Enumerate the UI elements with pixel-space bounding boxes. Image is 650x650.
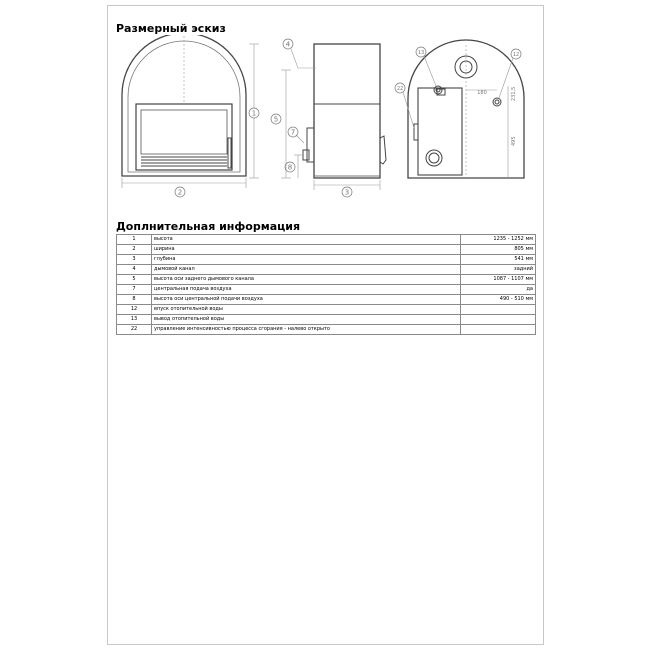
cell-desc: ширина: [152, 245, 461, 255]
cell-desc: вывод отопительной воды: [152, 315, 461, 325]
cell-desc: управление интенсивностью процесса сгорания - налево открыто: [152, 325, 461, 335]
cell-num: 7: [117, 285, 152, 295]
dimension-drawing: [107, 35, 544, 205]
cell-val: 1235 - 1252 мм: [461, 235, 536, 245]
cell-num: 12: [117, 305, 152, 315]
dim-231-5: 231,5: [511, 86, 517, 101]
label-22: 22: [396, 85, 404, 92]
table-row: [117, 275, 536, 285]
sketch-heading: Размерный эскиз: [116, 22, 226, 35]
cell-num: 4: [117, 265, 152, 275]
cell-desc: высота оси центральной подачи воздуха: [152, 295, 461, 305]
cell-num: 2: [117, 245, 152, 255]
table-row: [117, 315, 536, 325]
cell-desc: высота: [152, 235, 461, 245]
label-13: 13: [417, 49, 425, 56]
table-row: [117, 305, 536, 315]
label-7: 7: [290, 128, 296, 137]
rear-view: [395, 40, 524, 178]
cell-desc: впуск отопительной воды: [152, 305, 461, 315]
label-2: 2: [177, 188, 183, 197]
dim-180: 180: [477, 90, 487, 96]
label-1: 1: [251, 109, 257, 118]
label-4: 4: [285, 40, 291, 49]
table-row: [117, 285, 536, 295]
cell-num: 5: [117, 275, 152, 285]
label-8: 8: [287, 163, 293, 172]
cell-desc: глубина: [152, 255, 461, 265]
cell-val: [461, 305, 536, 315]
table-row: [117, 245, 536, 255]
table-row: [117, 325, 536, 335]
cell-val: 490 - 510 мм: [461, 295, 536, 305]
cell-val: 1087 - 1107 мм: [461, 275, 536, 285]
cell-num: 1: [117, 235, 152, 245]
label-3: 3: [344, 188, 350, 197]
cell-val: задний: [461, 265, 536, 275]
cell-val: [461, 325, 536, 335]
label-12: 12: [512, 51, 520, 58]
table-row: [117, 295, 536, 305]
side-view: [271, 39, 386, 197]
front-view: [122, 35, 259, 197]
cell-num: 3: [117, 255, 152, 265]
cell-val: 805 мм: [461, 245, 536, 255]
dim-495: 495: [511, 136, 517, 146]
info-heading: Доплнительная информация: [116, 220, 301, 233]
cell-num: 22: [117, 325, 152, 335]
table-row: [117, 235, 536, 245]
cell-val: 541 мм: [461, 255, 536, 265]
table-row: [117, 255, 536, 265]
cell-val: да: [461, 285, 536, 295]
table-row: [117, 265, 536, 275]
cell-num: 13: [117, 315, 152, 325]
cell-desc: дымовой канал: [152, 265, 461, 275]
cell-desc: высота оси заднего дымового канала: [152, 275, 461, 285]
cell-val: [461, 315, 536, 325]
cell-num: 8: [117, 295, 152, 305]
label-5: 5: [273, 115, 279, 124]
info-table: [116, 234, 536, 335]
cell-desc: центральная подача воздуха: [152, 285, 461, 295]
